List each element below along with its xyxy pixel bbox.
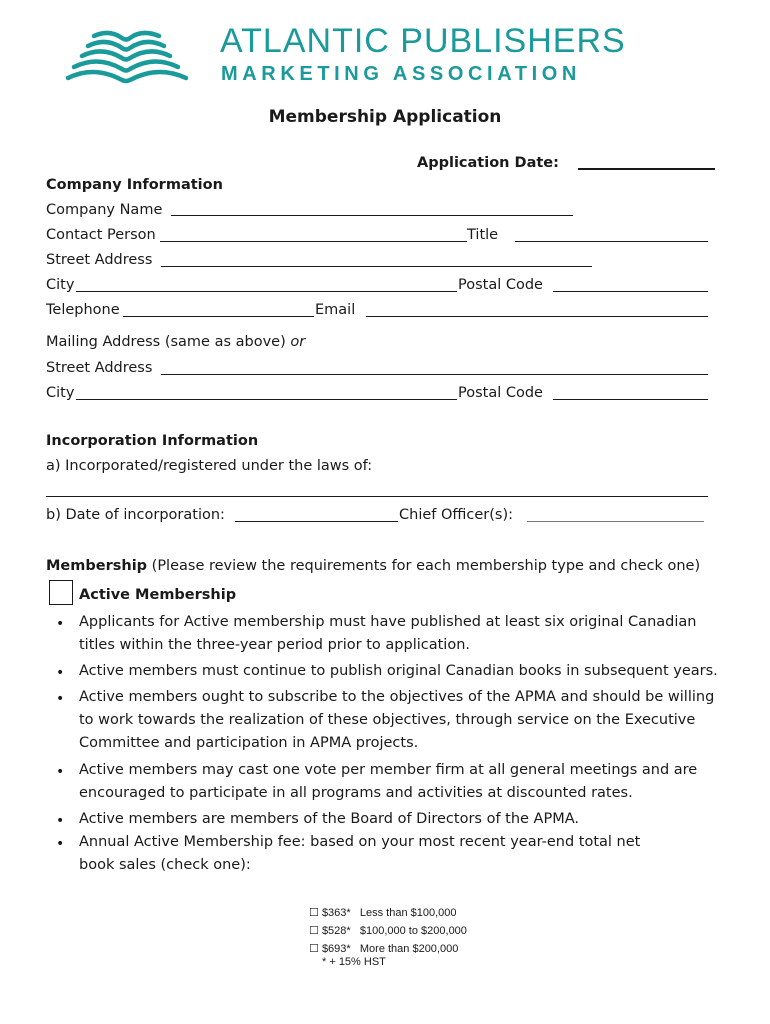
chief-officer-field[interactable] — [527, 521, 704, 522]
mailing-street-field[interactable] — [161, 374, 708, 375]
mailing-or-text: or — [290, 334, 306, 350]
bullet-item: Annual Active Membership fee: based on your most recent year-end total net book sales (check one): — [79, 834, 641, 873]
active-membership-checkbox[interactable] — [49, 580, 73, 605]
mailing-city-label: City — [46, 385, 75, 401]
incorporation-date-label: b) Date of incorporation: — [46, 507, 225, 523]
page-title: Membership Application — [268, 107, 502, 127]
city-label: City — [46, 277, 75, 293]
telephone-label: Telephone — [46, 302, 120, 318]
active-membership-label: Active Membership — [79, 587, 237, 603]
incorporation-date-field[interactable] — [235, 521, 398, 522]
title-field[interactable] — [515, 241, 708, 242]
fee-option-3[interactable] — [309, 942, 458, 955]
bullet-item: Active members are members of the Board of Directors of the APMA. — [79, 811, 580, 827]
bullet-item: Active members may cast one vote per member firm at all general meetings and are encouraged to participate in all programs and activities at discounted rates. — [79, 762, 698, 801]
fee-range: $100,000 to $200,000 — [359, 925, 467, 937]
company-name-label: Company Name — [46, 202, 163, 218]
mailing-street-label: Street Address — [46, 360, 153, 376]
street-address-field[interactable] — [161, 266, 592, 267]
fee-amount: $528* — [321, 925, 351, 937]
bullet-icon: • — [56, 813, 65, 829]
email-field[interactable] — [366, 316, 708, 317]
company-name-field[interactable] — [171, 215, 573, 216]
mailing-postal-label: Postal Code — [458, 385, 543, 401]
bullet-icon: • — [56, 836, 65, 852]
postal-code-field[interactable] — [553, 291, 708, 292]
city-field[interactable] — [76, 291, 457, 292]
brand-subtitle: MARKETING ASSOCIATION — [221, 63, 581, 85]
bullet-item: Active members ought to subscribe to the objectives of the APMA and should be willing to work towards the realization of these objectives, through service on the Executive Committee and participation in APMA projects. — [79, 689, 715, 751]
fee-range: More than $200,000 — [359, 943, 459, 955]
fee-checkbox-icon[interactable]: ☐ — [309, 907, 319, 919]
incorporation-heading: Incorporation Information — [46, 433, 259, 449]
contact-person-label: Contact Person — [46, 227, 156, 243]
email-label: Email — [315, 302, 356, 318]
telephone-field[interactable] — [123, 316, 314, 317]
mailing-address-text: Mailing Address (same as above) — [46, 334, 286, 350]
fee-option-1[interactable] — [309, 906, 457, 919]
book-waves-icon — [64, 26, 204, 84]
bullet-item: Active members must continue to publish original Canadian books in subsequent years. — [79, 663, 718, 679]
company-info-heading: Company Information — [46, 177, 223, 193]
incorporation-laws-label: a) Incorporated/registered under the laws of: — [46, 458, 373, 474]
chief-officer-label: Chief Officer(s): — [399, 507, 514, 523]
application-date-label: Application Date: — [417, 155, 559, 171]
incorporation-laws-field[interactable] — [46, 496, 708, 497]
mailing-address-label — [46, 333, 305, 351]
hst-note: * + 15% HST — [322, 956, 386, 968]
bullet-icon: • — [56, 764, 65, 780]
bullet-icon: • — [56, 665, 65, 681]
contact-person-field[interactable] — [160, 241, 467, 242]
fee-checkbox-icon[interactable]: ☐ — [309, 943, 319, 955]
bullet-item: Applicants for Active membership must have published at least six original Canadian titles within the three-year period prior to application. — [79, 614, 697, 653]
postal-code-label: Postal Code — [458, 277, 543, 293]
mailing-city-field[interactable] — [76, 399, 457, 400]
membership-heading: Membership — [46, 558, 148, 574]
fee-amount: $693* — [321, 943, 351, 955]
membership-heading-line — [46, 557, 700, 575]
fee-option-2[interactable] — [309, 924, 467, 937]
bullet-icon: • — [56, 616, 65, 632]
street-address-label: Street Address — [46, 252, 153, 268]
fee-amount: $363* — [321, 907, 351, 919]
fee-checkbox-icon[interactable]: ☐ — [309, 925, 319, 937]
application-date-field[interactable] — [578, 168, 715, 170]
membership-note: (Please review the requirements for each membership type and check one) — [151, 558, 701, 574]
bullet-icon: • — [56, 691, 65, 707]
brand-name: ATLANTIC PUBLISHERS — [220, 22, 626, 60]
fee-range: Less than $100,000 — [359, 907, 457, 919]
mailing-postal-field[interactable] — [553, 399, 708, 400]
title-label: Title — [467, 227, 499, 243]
